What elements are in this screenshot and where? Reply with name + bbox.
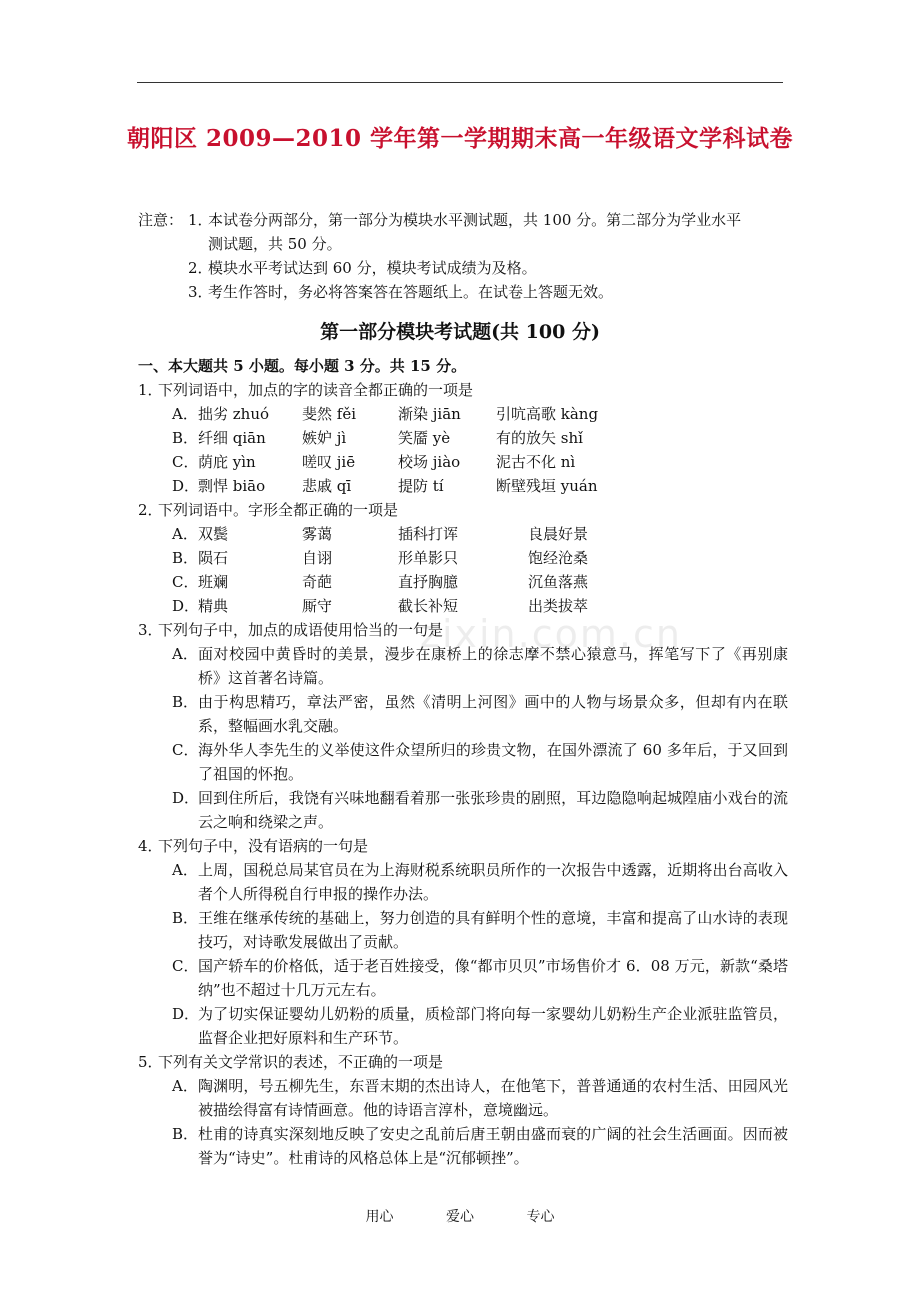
option <box>138 906 788 954</box>
option <box>138 858 788 906</box>
option-label: D． <box>172 597 200 615</box>
option-word: 出类拔萃 <box>528 597 589 615</box>
option-word: 校场 jiào <box>398 453 461 471</box>
exam-title: 朝阳区 2009—2010 学年第一学期期末高一年级语文学科试卷 <box>126 125 794 152</box>
option-text: 海外华人李先生的义举使这件众望所归的珍贵文物，在国外漂流了 60 多年后，于又回到了祖国的怀抱。 <box>198 741 788 783</box>
question-2 <box>138 498 788 522</box>
question-number: 2． <box>138 501 163 519</box>
option-label: B． <box>172 549 199 567</box>
option-label: B． <box>172 693 199 711</box>
question-number: 4． <box>138 837 163 855</box>
option-text: 回到住所后，我饶有兴味地翻看着那一张张珍贵的剧照，耳边隐隐响起城隍庙小戏台的流云之响和绕梁之声。 <box>198 789 788 831</box>
question-stem: 下列词语中。字形全都正确的一项是 <box>158 501 399 519</box>
option-label: A． <box>172 645 198 663</box>
option-text: 杜甫的诗真实深刻地反映了安史之乱前后唐王朝由盛而衰的广阔的社会生活画面。因而被誉为“诗史”。杜甫诗的风格总体上是“沉郁顿挫”。 <box>198 1125 788 1167</box>
notice-lead: 注意： <box>138 211 184 229</box>
option-word: 直抒胸臆 <box>398 573 459 591</box>
option-word: 提防 tí <box>398 477 444 495</box>
option-word: 形单影只 <box>398 549 459 567</box>
option-label: D． <box>172 477 200 495</box>
question-number: 1． <box>138 381 163 399</box>
option-label: A． <box>172 1077 198 1095</box>
watermark: zixin.com.cn <box>420 612 682 656</box>
option-row <box>138 546 788 570</box>
option-word: 陨石 <box>198 549 229 567</box>
option-label: C． <box>172 453 199 471</box>
question-4 <box>138 834 788 858</box>
option-word: 剽悍 biāo <box>198 477 266 495</box>
option-word: 饱经沧桑 <box>528 549 589 567</box>
option <box>138 1122 788 1170</box>
question-stem: 下列有关文学常识的表述，不正确的一项是 <box>158 1053 444 1071</box>
option-row <box>138 426 788 450</box>
option-word: 自诩 <box>302 549 333 567</box>
option-word: 班斓 <box>198 573 229 591</box>
option-text: 国产轿车的价格低，适于老百姓接受，像“都市贝贝”市场售价才 6．08 万元，新款“桑塔纳”也不超过十几万元左右。 <box>198 957 788 999</box>
option-word: 泥古不化 nì <box>496 453 576 471</box>
option <box>138 642 788 690</box>
option-text: 上周，国税总局某官员在为上海财税系统职员所作的一次报告中透露，近期将出台高收入者个人所得税自行申报的操作办法。 <box>198 861 788 903</box>
option-text: 面对校园中黄昏时的美景，漫步在康桥上的徐志摩不禁心猿意马，挥笔写下了《再别康桥》这首著名诗篇。 <box>198 645 788 687</box>
option-text: 为了切实保证婴幼儿奶粉的质量，质检部门将向每一家婴幼儿奶粉生产企业派驻监管员，监督企业把好原料和生产环节。 <box>198 1005 788 1047</box>
option-word: 纤细 qiān <box>198 429 266 447</box>
option-word: 笑靥 yè <box>398 429 451 447</box>
option-text: 王维在继承传统的基础上，努力创造的具有鲜明个性的意境，丰富和提高了山水诗的表现技巧，对诗歌发展做出了贡献。 <box>198 909 788 951</box>
option-row <box>138 522 788 546</box>
questions <box>138 378 788 1170</box>
question-5 <box>138 1050 788 1074</box>
option-word: 斐然 fěi <box>302 405 356 423</box>
part-title: 第一部分模块考试题(共 100 分) <box>320 321 600 343</box>
option-text: 由于构思精巧，章法严密，虽然《清明上河图》画中的人物与场景众多，但却有内在联系，整幅画水乳交融。 <box>198 693 788 735</box>
notice-num: 1． <box>188 211 213 229</box>
option-word: 嗟叹 jiē <box>302 453 356 471</box>
option-word: 双鬓 <box>198 525 229 543</box>
option <box>138 690 788 738</box>
question-3 <box>138 618 788 642</box>
notice-text: 本试卷分两部分，第一部分为模块水平测试题，共 100 分。第二部分为学业水平 <box>208 211 742 229</box>
option-label: C． <box>172 573 199 591</box>
option-label: B． <box>172 909 199 927</box>
option-word: 断壁残垣 yuán <box>496 477 598 495</box>
option-word: 引吭高歌 kàng <box>496 405 599 423</box>
option-word: 奇葩 <box>302 573 333 591</box>
option-label: A． <box>172 405 198 423</box>
option-label: A． <box>172 525 198 543</box>
option-row <box>138 594 788 618</box>
option-row <box>138 402 788 426</box>
option-word: 雾蔼 <box>302 525 333 543</box>
option-word: 荫庇 yìn <box>198 453 256 471</box>
option <box>138 1074 788 1122</box>
option-text: 陶渊明，号五柳先生，东晋末期的杰出诗人，在他笔下，普普通通的农村生活、田园风光被描绘得富有诗情画意。他的诗语言淳朴，意境幽远。 <box>198 1077 788 1119</box>
option-word: 拙劣 zhuó <box>198 405 270 423</box>
question-stem: 下列句子中，没有语病的一句是 <box>158 837 369 855</box>
option-word: 渐染 jiān <box>398 405 461 423</box>
option-label: B． <box>172 1125 199 1143</box>
option-row <box>138 450 788 474</box>
option <box>138 954 788 1002</box>
option-word: 厮守 <box>302 597 333 615</box>
option-word: 良晨好景 <box>528 525 589 543</box>
option-word: 精典 <box>198 597 229 615</box>
option <box>138 1002 788 1050</box>
notice-num: 2． <box>188 259 213 277</box>
option-label: B． <box>172 429 199 447</box>
footer-text: 用心 <box>365 1209 394 1225</box>
notice-text: 模块水平考试达到 60 分，模块考试成绩为及格。 <box>208 259 537 277</box>
question-stem: 下列句子中，加点的成语使用恰当的一句是 <box>158 621 444 639</box>
option-word: 悲戚 qī <box>302 477 352 495</box>
option-label: C． <box>172 957 199 975</box>
option-word: 截长补短 <box>398 597 459 615</box>
option-label: D． <box>172 789 200 807</box>
option-label: C． <box>172 741 199 759</box>
question-stem: 下列词语中，加点的字的读音全都正确的一项是 <box>158 381 474 399</box>
option <box>138 786 788 834</box>
option-label: D． <box>172 1005 200 1023</box>
question-number: 3． <box>138 621 163 639</box>
notice-text: 考生作答时，务必将答案答在答题纸上。在试卷上答题无效。 <box>208 283 614 301</box>
page-footer <box>0 1206 920 1226</box>
option-word: 有的放矢 shǐ <box>496 429 583 447</box>
option-label: A． <box>172 861 198 879</box>
header-rule <box>137 82 783 83</box>
question-number: 5． <box>138 1053 163 1071</box>
notice-num: 3． <box>188 283 213 301</box>
option-row <box>138 474 788 498</box>
question-1 <box>138 378 788 402</box>
option-word: 嫉妒 jì <box>302 429 347 447</box>
footer-text: 爱心 <box>446 1209 474 1225</box>
notice-block <box>138 208 788 304</box>
footer-text: 专心 <box>526 1209 555 1225</box>
section-heading: 一、本大题共 5 小题。每小题 3 分。共 15 分。 <box>138 357 467 375</box>
option <box>138 738 788 786</box>
option-row <box>138 570 788 594</box>
option-word: 沉鱼落燕 <box>528 573 589 591</box>
notice-text: 测试题，共 50 分。 <box>208 235 342 253</box>
option-word: 插科打诨 <box>398 525 459 543</box>
